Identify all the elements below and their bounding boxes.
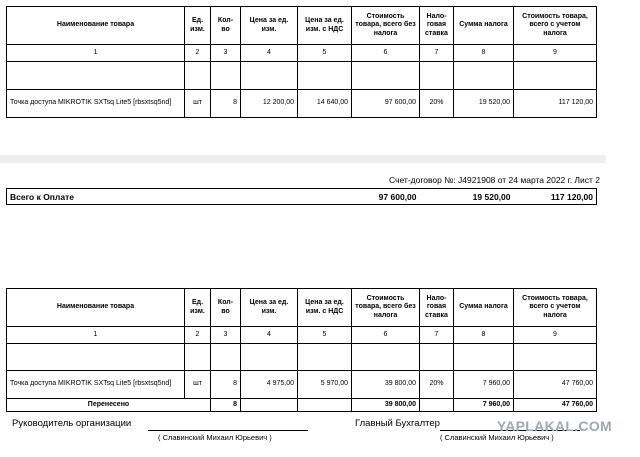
header-tax-rate: Нало-говая ставка xyxy=(420,7,454,45)
item-qty: 8 xyxy=(211,371,241,399)
item-tax-sum: 19 520,00 xyxy=(454,90,514,118)
total-tax: 19 520,00 xyxy=(454,189,514,205)
item-cost-no-tax: 97 600,00 xyxy=(352,90,420,118)
col-number: 9 xyxy=(514,327,597,344)
col-number: 8 xyxy=(454,45,514,62)
col-number: 1 xyxy=(7,327,185,344)
item-price-vat: 5 970,00 xyxy=(298,371,352,399)
carry-qty: 8 xyxy=(211,399,241,412)
table-header xyxy=(7,7,597,45)
col-number: 2 xyxy=(185,327,211,344)
header-price-vat: Цена за ед. изм. с НДС xyxy=(298,289,352,327)
item-cost-no-tax: 39 800,00 xyxy=(352,371,420,399)
col-number: 9 xyxy=(514,45,597,62)
column-number-row xyxy=(7,327,597,344)
header-cost-no-tax: Стоимость товара, всего без налога xyxy=(352,7,420,45)
col-number: 4 xyxy=(241,327,298,344)
item-unit: шт xyxy=(185,90,211,118)
header-cost-with-tax: Стоимость товара, всего с учетом налога xyxy=(514,289,597,327)
invoice-table-1 xyxy=(6,6,597,118)
item-tax-rate: 20% xyxy=(420,90,454,118)
invoice-reference: Счет-договор №: J4921908 от 24 марта 2022 г. Лист 2 xyxy=(389,175,600,185)
table-row xyxy=(7,371,597,399)
col-number: 3 xyxy=(211,327,241,344)
header-price: Цена за ед. изм. xyxy=(241,289,298,327)
total-row xyxy=(6,188,597,205)
header-price-vat: Цена за ед. изм. с НДС xyxy=(298,7,352,45)
col-number: 5 xyxy=(298,45,352,62)
col-number: 6 xyxy=(352,327,420,344)
head-name: ( Славинский Михаил Юрьевич ) xyxy=(158,433,272,442)
header-price: Цена за ед. изм. xyxy=(241,7,298,45)
col-number: 3 xyxy=(211,45,241,62)
accountant-label: Главный Бухгалтер xyxy=(355,418,440,429)
item-tax-sum: 7 960,00 xyxy=(454,371,514,399)
head-label: Руководитель организации xyxy=(12,418,132,429)
carry-label: Перенесено xyxy=(7,399,211,412)
header-tax-sum: Сумма налога xyxy=(454,7,514,45)
col-number: 6 xyxy=(352,45,420,62)
header-cost-no-tax: Стоимость товара, всего без налога xyxy=(352,289,420,327)
item-price: 4 975,00 xyxy=(241,371,298,399)
head-signature-line xyxy=(148,430,308,431)
header-qty: Кол-во xyxy=(211,289,241,327)
table-header xyxy=(7,289,597,327)
col-number: 7 xyxy=(420,45,454,62)
accountant-name: ( Славинский Михаил Юрьевич ) xyxy=(440,433,554,442)
item-qty: 8 xyxy=(211,90,241,118)
carry-tax: 7 960,00 xyxy=(454,399,514,412)
table-row xyxy=(7,90,597,118)
page-break xyxy=(0,155,606,163)
watermark: YAPLAKAL.COM xyxy=(496,418,612,434)
col-number: 1 xyxy=(7,45,185,62)
header-cost-with-tax: Стоимость товара, всего с учетом налога xyxy=(514,7,597,45)
header-tax-sum: Сумма налога xyxy=(454,289,514,327)
item-price: 12 200,00 xyxy=(241,90,298,118)
empty-row xyxy=(7,62,597,90)
col-number: 8 xyxy=(454,327,514,344)
carry-over-row xyxy=(7,399,597,412)
item-cost-with-tax: 117 120,00 xyxy=(514,90,597,118)
header-name: Наименование товара xyxy=(7,289,185,327)
total-no-tax: 97 600,00 xyxy=(352,189,420,205)
header-unit: Ед. изм. xyxy=(185,289,211,327)
item-unit: шт xyxy=(185,371,211,399)
total-with-tax: 117 120,00 xyxy=(514,189,597,205)
total-label: Всего к Оплате xyxy=(7,189,241,205)
col-number: 4 xyxy=(241,45,298,62)
item-name: Точка доступа MIKROTIK SXTsq Lite5 [rbsxtsq5nd] xyxy=(7,90,185,118)
header-unit: Ед. изм. xyxy=(185,7,211,45)
header-qty: Кол-во xyxy=(211,7,241,45)
item-price-vat: 14 640,00 xyxy=(298,90,352,118)
invoice-table-2 xyxy=(6,288,597,412)
col-number: 5 xyxy=(298,327,352,344)
empty-row xyxy=(7,344,597,371)
column-number-row xyxy=(7,45,597,62)
carry-with-tax: 47 760,00 xyxy=(514,399,597,412)
item-cost-with-tax: 47 760,00 xyxy=(514,371,597,399)
col-number: 7 xyxy=(420,327,454,344)
item-name: Точка доступа MIKROTIK SXTsq Lite5 [rbsxtsq5nd] xyxy=(7,371,185,399)
header-tax-rate: Нало-говая ставка xyxy=(420,289,454,327)
header-name: Наименование товара xyxy=(7,7,185,45)
carry-no-tax: 39 800,00 xyxy=(352,399,420,412)
col-number: 2 xyxy=(185,45,211,62)
item-tax-rate: 20% xyxy=(420,371,454,399)
